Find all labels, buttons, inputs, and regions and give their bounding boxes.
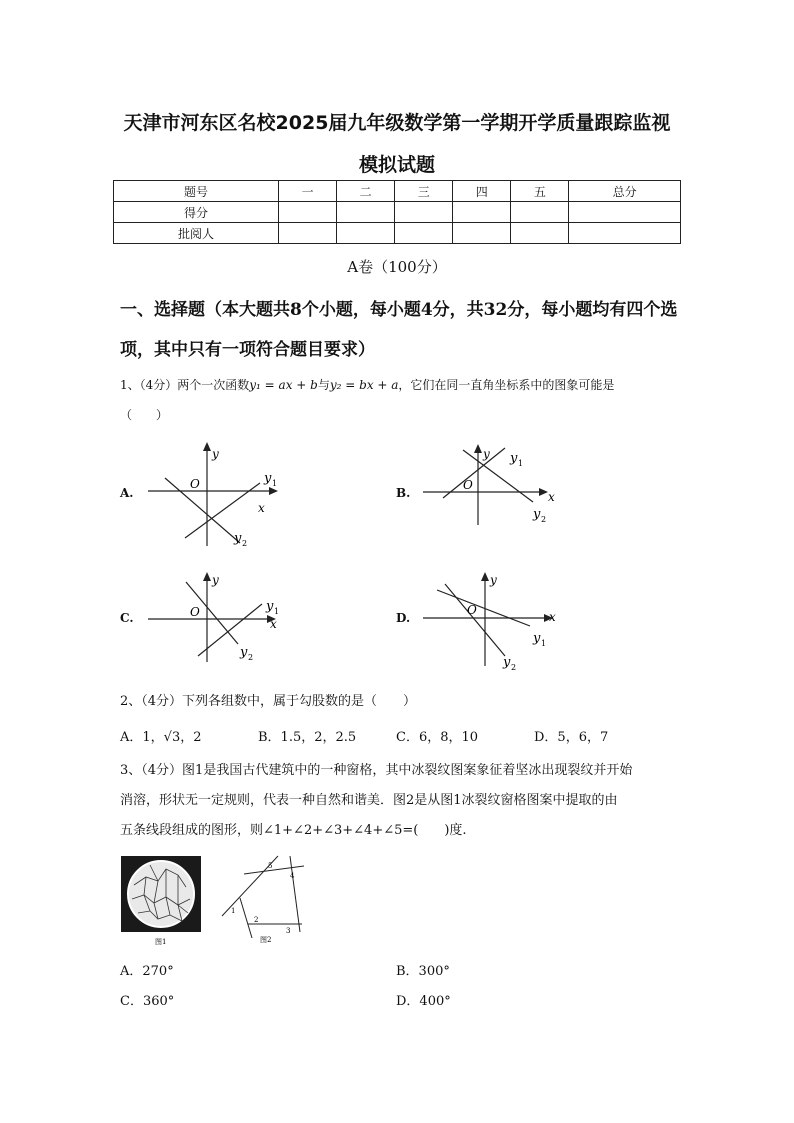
option-a-label[interactable]: A. — [120, 486, 134, 500]
svg-text:O: O — [190, 477, 200, 491]
section-1-heading: 一、选择题（本大题共8个小题，每小题4分，共32分，每小题均有四个选项，其中只有一项符合题目要求） — [120, 300, 678, 360]
table-cell[interactable] — [453, 202, 511, 223]
table-cell[interactable] — [337, 202, 395, 223]
question-3-stem: 3、（4分）图1是我国古代建筑中的一种窗格，其中冰裂纹图案象征着坚冰出现裂纹并开始 消溶，形状无一定规则，代表一种自然和谐美．图2是从图1冰裂纹窗格图案中提取的由 五条线段组成的图形，则∠1+∠2+∠3+∠4+∠5=( )度. — [120, 763, 633, 838]
option-b-label[interactable]: B. — [396, 486, 411, 500]
svg-text:图2: 图2 — [260, 936, 272, 944]
svg-text:y: y — [234, 531, 242, 546]
score-table — [113, 180, 681, 244]
svg-text:y: y — [212, 447, 219, 461]
table-cell: 批阅人 — [114, 223, 279, 244]
svg-text:O: O — [463, 478, 473, 492]
q3-option-c[interactable]: C．360° — [120, 994, 175, 1009]
section-a-heading: A卷（100分） — [347, 258, 447, 276]
function-y2: y₂ = bx + a — [329, 378, 399, 392]
svg-text:x: x — [258, 501, 265, 515]
table-cell[interactable] — [279, 223, 337, 244]
svg-text:4: 4 — [290, 872, 295, 880]
table-cell: 四 — [453, 181, 511, 202]
svg-text:y: y — [490, 573, 497, 587]
option-d-label[interactable]: D. — [396, 611, 411, 625]
q2-option-d[interactable]: D．5，6，7 — [534, 730, 609, 745]
option-c-label[interactable]: C. — [120, 611, 134, 625]
question-1-paren: （ ） — [120, 408, 169, 422]
svg-text:O: O — [190, 605, 200, 619]
graph-d[interactable] — [415, 566, 575, 674]
svg-text:y: y — [533, 631, 541, 646]
svg-text:1: 1 — [231, 907, 236, 915]
page-title: 天津市河东区名校2025届九年级数学第一学期开学质量跟踪监视 — [123, 112, 671, 134]
q3-option-d[interactable]: D．400° — [396, 994, 451, 1009]
table-cell[interactable] — [569, 223, 681, 244]
function-y1: y₁ = ax + b — [249, 378, 318, 392]
svg-text:y: y — [533, 507, 541, 522]
svg-text:y: y — [240, 645, 248, 660]
svg-text:5: 5 — [268, 862, 273, 870]
svg-text:y: y — [264, 471, 272, 486]
figure-1-window-lattice — [120, 855, 202, 947]
svg-text:2: 2 — [248, 653, 254, 662]
table-cell: 得分 — [114, 202, 279, 223]
table-row — [114, 202, 681, 223]
table-row — [114, 223, 681, 244]
q3-option-a[interactable]: A．270° — [120, 964, 174, 979]
svg-text:y: y — [510, 451, 518, 466]
svg-text:y: y — [266, 599, 274, 614]
graph-c[interactable] — [140, 566, 290, 666]
svg-text:1: 1 — [541, 639, 547, 648]
svg-text:O: O — [467, 603, 477, 617]
question-1-stem: 1、（4分）两个一次函数y₁ = ax + b与y₂ = bx + a，它们在同一直角坐标系中的图象可能是 — [120, 378, 615, 392]
svg-text:图1: 图1 — [155, 938, 167, 946]
table-cell[interactable] — [453, 223, 511, 244]
table-cell: 二 — [337, 181, 395, 202]
svg-text:x: x — [549, 610, 556, 624]
table-cell[interactable] — [511, 202, 569, 223]
svg-text:2: 2 — [254, 916, 259, 924]
svg-text:1: 1 — [272, 479, 278, 488]
svg-text:x: x — [548, 490, 555, 504]
table-cell: 一 — [279, 181, 337, 202]
q3-option-b[interactable]: B．300° — [396, 964, 450, 979]
table-cell[interactable] — [279, 202, 337, 223]
table-cell[interactable] — [337, 223, 395, 244]
q2-option-b[interactable]: B．1.5，2，2.5 — [258, 730, 357, 745]
svg-text:2: 2 — [511, 663, 517, 672]
graph-b[interactable] — [415, 440, 575, 530]
table-cell[interactable] — [395, 223, 453, 244]
question-2-stem: 2、（4分）下列各组数中，属于勾股数的是（ ） — [120, 694, 417, 709]
q2-option-c[interactable]: C．6，8，10 — [396, 730, 479, 745]
svg-text:3: 3 — [286, 927, 291, 935]
table-cell: 总分 — [569, 181, 681, 202]
svg-text:2: 2 — [541, 515, 547, 524]
table-cell: 五 — [511, 181, 569, 202]
svg-text:1: 1 — [518, 459, 524, 468]
svg-text:y: y — [212, 573, 219, 587]
table-cell: 三 — [395, 181, 453, 202]
table-cell[interactable] — [569, 202, 681, 223]
q2-option-a[interactable]: A．1，√3，2 — [120, 730, 202, 745]
table-cell[interactable] — [395, 202, 453, 223]
graph-a[interactable] — [140, 438, 290, 550]
svg-text:y: y — [503, 655, 511, 670]
svg-text:1: 1 — [274, 607, 280, 616]
table-row — [114, 181, 681, 202]
table-cell[interactable] — [511, 223, 569, 244]
figure-2-segments — [218, 852, 310, 948]
svg-text:y: y — [483, 447, 490, 461]
page-subtitle: 模拟试题 — [358, 154, 435, 176]
svg-text:x: x — [270, 617, 277, 631]
svg-text:2: 2 — [242, 539, 248, 548]
table-cell: 题号 — [114, 181, 279, 202]
